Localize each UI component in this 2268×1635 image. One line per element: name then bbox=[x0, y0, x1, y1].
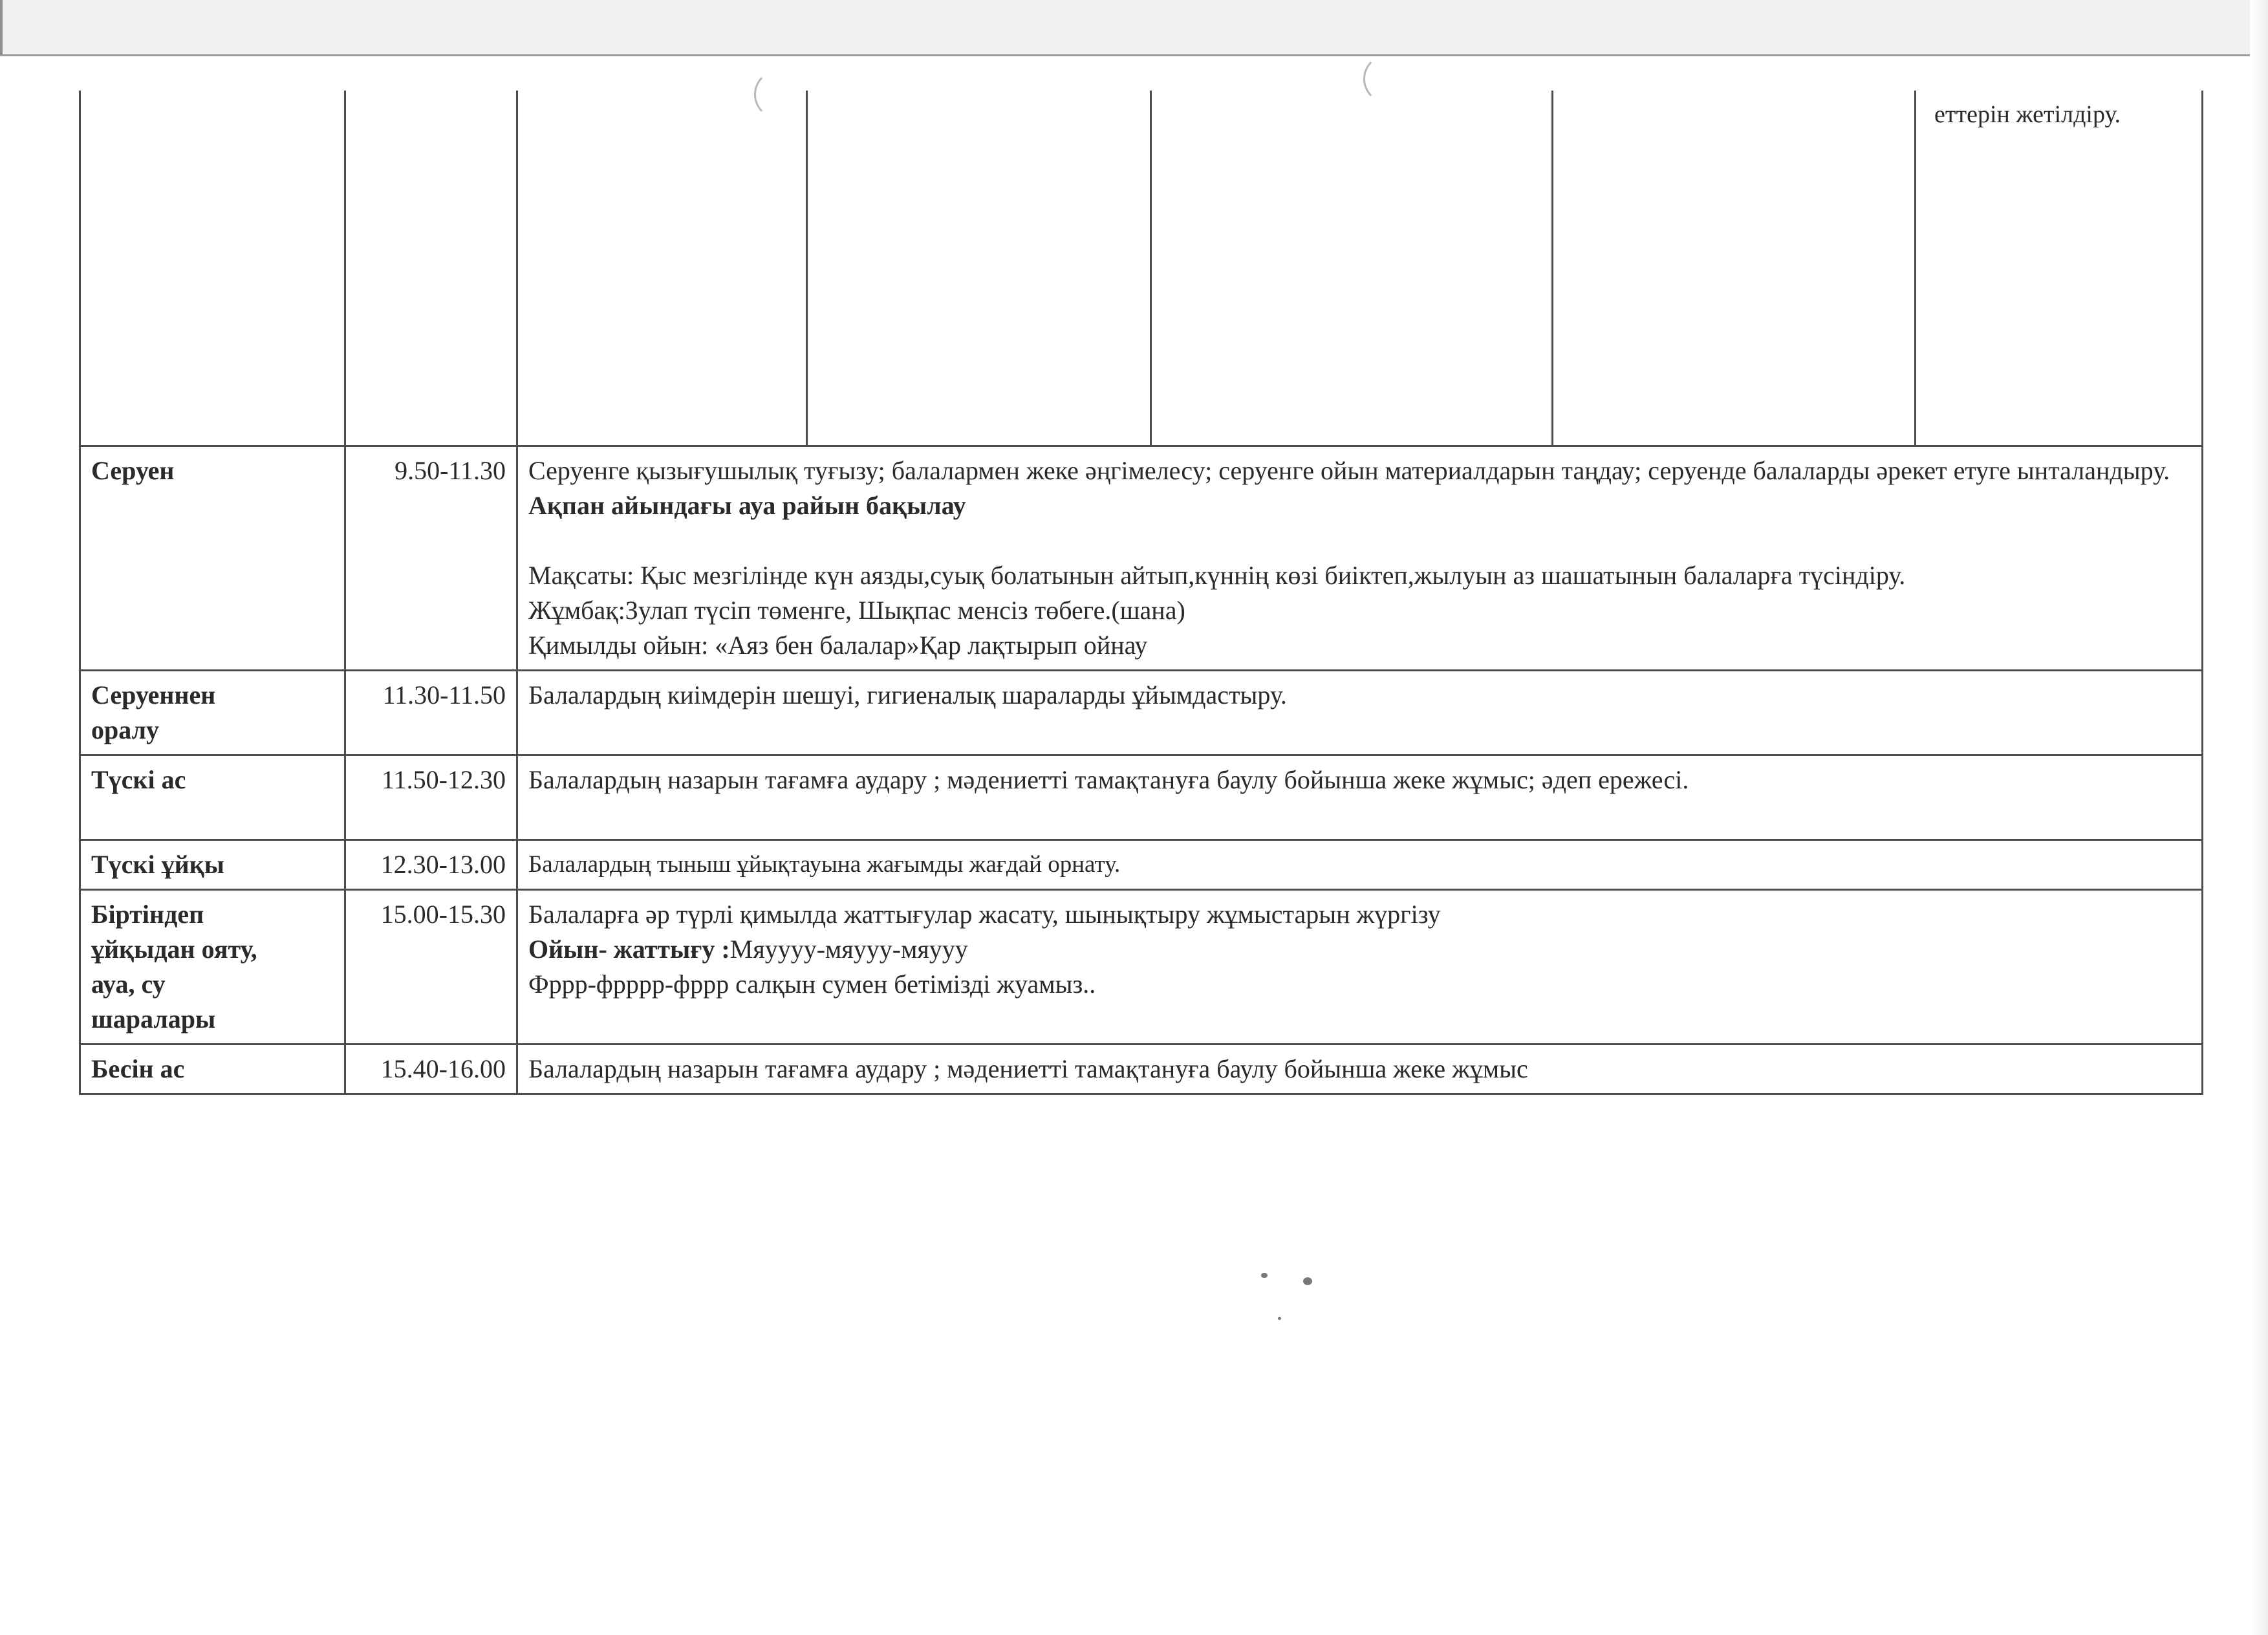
activity-line: Біртіндеп bbox=[91, 900, 204, 929]
weekday-col bbox=[1152, 91, 1553, 445]
content-cell: Балалардың назарын тағамға аудару ; мәдениетті тамақтануға баулу бойынша жеке жұмыс; әдеп ережесі. bbox=[517, 755, 2203, 840]
activity-line: шаралары bbox=[91, 1004, 216, 1034]
content-cell: Балалардың киімдерін шешуі, гигиеналық шараларды ұйымдастыру. bbox=[517, 671, 2203, 755]
content-goal: Мақсаты: Қыс мезгілінде күн аязды,суық болатынын айтып,күннің көзі биіктеп,жылуын аз шашатынын балаларға түсіндіру. bbox=[528, 561, 1906, 590]
continued-row bbox=[80, 91, 2203, 446]
scan-speck bbox=[1278, 1317, 1281, 1320]
table-row-return bbox=[80, 671, 2203, 755]
spacer bbox=[528, 523, 2191, 558]
weekday-col bbox=[1553, 91, 1916, 445]
time-cell: 9.50-11.30 bbox=[345, 446, 517, 671]
scan-top-margin bbox=[0, 0, 2268, 56]
daily-schedule-table bbox=[79, 91, 2203, 1095]
time-cell: 11.50-12.30 bbox=[345, 755, 517, 840]
activity-cell: Серуен bbox=[80, 446, 345, 671]
content-cell: Балалардың назарын тағамға аудару ; мәдениетті тамақтануға баулу бойынша жеке жұмыс bbox=[517, 1045, 2203, 1094]
exercise-label: Ойын- жаттығу : bbox=[528, 935, 730, 964]
content-game: Қимылды ойын: «Аяз бен балалар»Қар лақтырып ойнау bbox=[528, 631, 1148, 660]
content-line: Балаларға әр түрлі қимылда жаттығулар жасату, шынықтыру жұмыстарын жүргізу bbox=[528, 900, 1441, 929]
content-riddle: Жұмбақ:Зулап түсіп төменге, Шықпас менсіз төбеге.(шана) bbox=[528, 596, 1185, 625]
activity-line: Серуеннен bbox=[91, 680, 216, 709]
activity-cell: Түскі ас bbox=[80, 755, 345, 840]
table-row-snack bbox=[80, 1045, 2203, 1094]
activity-cell: Түскі ұйқы bbox=[80, 840, 345, 890]
table-row-wakeup bbox=[80, 890, 2203, 1045]
content-line: Серуенге қызығушылық туғызу; балалармен жеке әңгімелесу; серуенге ойын материалдарын таңдау; серуенде балаларды әрекет етуге ынталандыру. bbox=[528, 456, 2170, 485]
scan-speck bbox=[1303, 1277, 1312, 1285]
continued-time-cell bbox=[345, 91, 517, 446]
time-cell: 12.30-13.00 bbox=[345, 840, 517, 890]
content-line bbox=[528, 932, 2191, 967]
activity-line: оралу bbox=[91, 715, 160, 744]
table-row-lunch bbox=[80, 755, 2203, 840]
activity-cell bbox=[80, 671, 345, 755]
weekday-col bbox=[1916, 91, 2199, 445]
content-line: Фррр-фрррр-фррр салқын сумен бетімізді жуамыз.. bbox=[528, 969, 1096, 999]
exercise-text: Мяуууу-мяууу-мяууу bbox=[729, 935, 968, 964]
scan-right-shadow bbox=[2250, 0, 2268, 1635]
time-cell: 15.40-16.00 bbox=[345, 1045, 517, 1094]
continued-content-cell bbox=[517, 91, 2203, 446]
activity-line: ұйқыдан ояту, bbox=[91, 935, 257, 964]
content-cell: Балалардың тыныш ұйықтауына жағымды жағдай орнату. bbox=[517, 840, 2203, 890]
scan-speck bbox=[1261, 1273, 1268, 1278]
content-cell bbox=[517, 446, 2203, 671]
weekday-columns bbox=[518, 91, 2201, 445]
continued-text: еттерін жетілдіру. bbox=[1934, 101, 2121, 128]
weekday-col bbox=[518, 91, 808, 445]
table-row-walk bbox=[80, 446, 2203, 671]
content-heading: Ақпан айындағы ауа райын бақылау bbox=[528, 491, 966, 520]
weekday-col bbox=[808, 91, 1152, 445]
content-cell bbox=[517, 890, 2203, 1045]
activity-line: ауа, су bbox=[91, 969, 166, 999]
scan-left-edge-line bbox=[0, 0, 3, 54]
activity-cell bbox=[80, 890, 345, 1045]
activity-cell: Бесін ас bbox=[80, 1045, 345, 1094]
time-cell: 11.30-11.50 bbox=[345, 671, 517, 755]
continued-activity-cell bbox=[80, 91, 345, 446]
table-row-nap bbox=[80, 840, 2203, 890]
time-cell: 15.00-15.30 bbox=[345, 890, 517, 1045]
scan-top-edge-line bbox=[0, 54, 2268, 56]
